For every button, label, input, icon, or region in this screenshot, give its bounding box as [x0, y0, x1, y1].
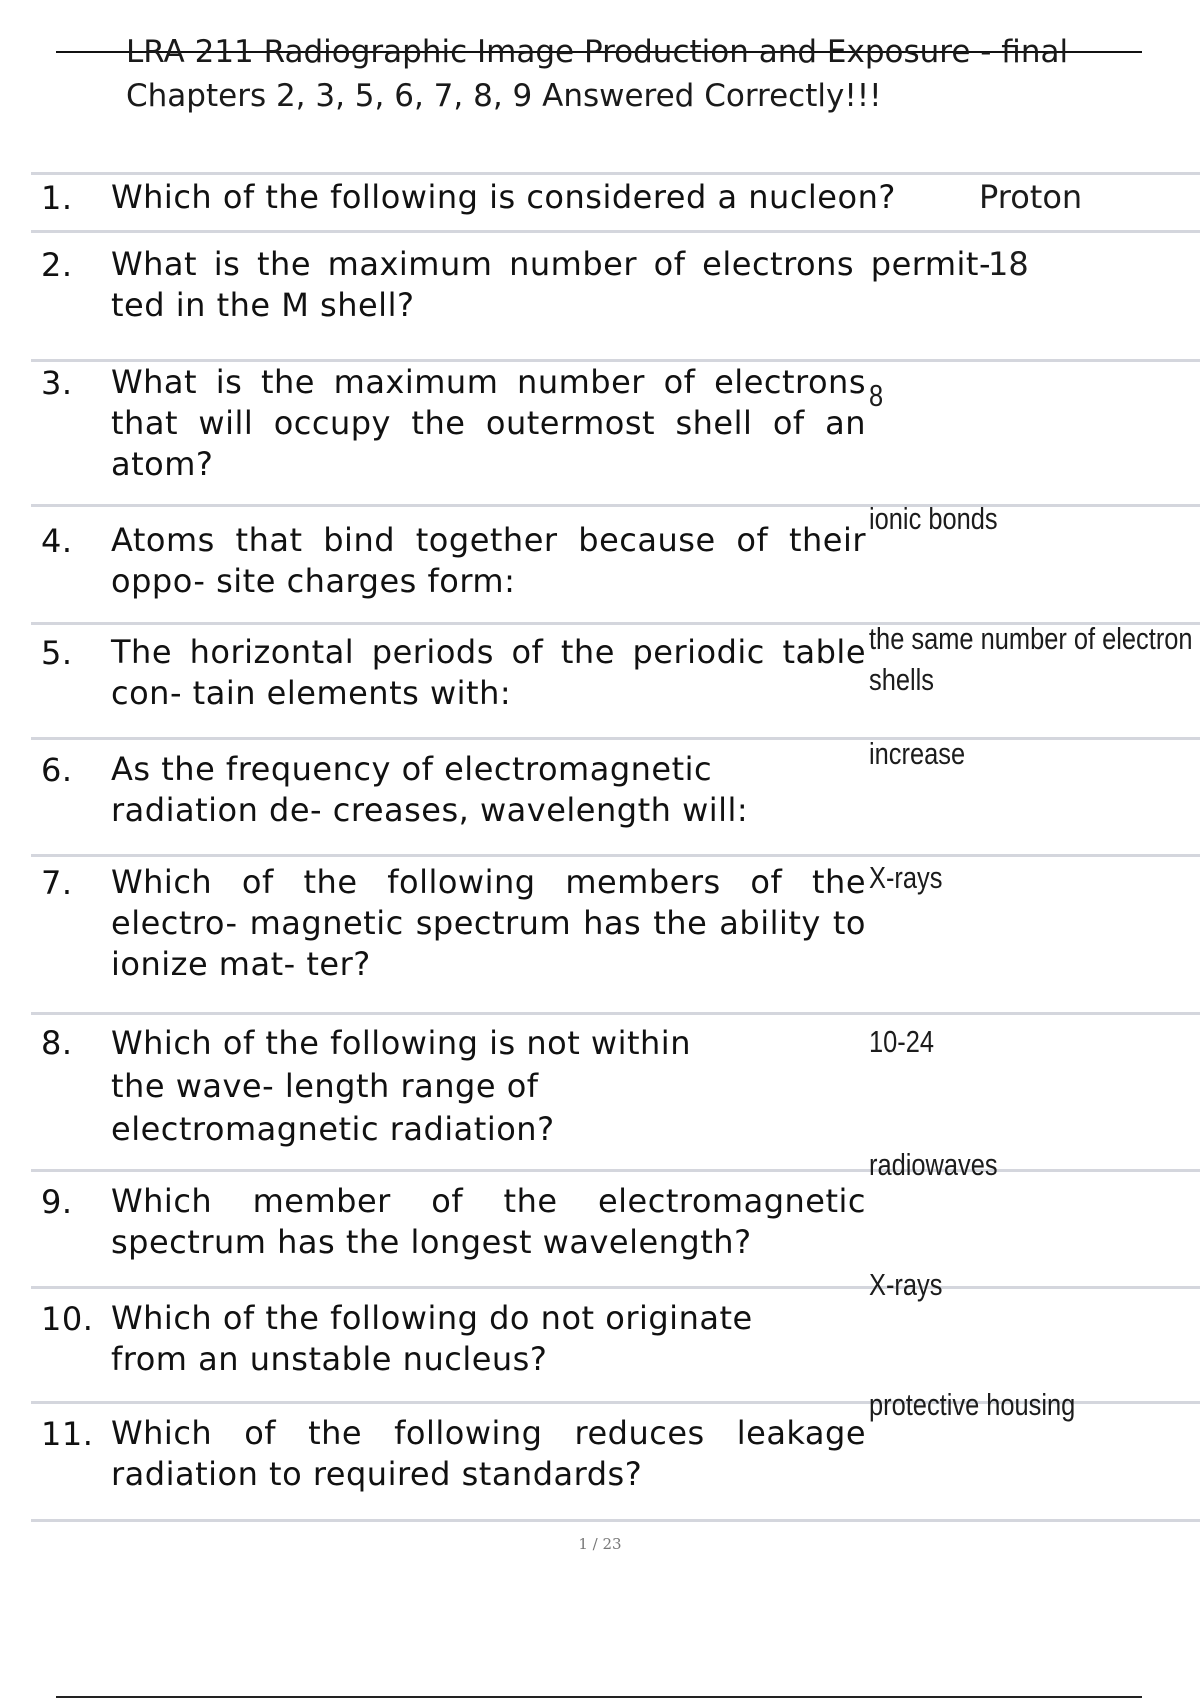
question-text: What is the maximum number of electrons permit- ted in the M shell?	[111, 245, 991, 324]
question-number: 11.	[41, 1415, 94, 1453]
question-text: Which of the following members of the electro- magnetic spectrum has the ability to ionize mat- ter?	[111, 863, 866, 983]
qa-row	[31, 501, 1200, 622]
question-number: 5.	[41, 634, 73, 672]
question-number: 6.	[41, 751, 73, 789]
qa-row	[31, 1387, 1200, 1522]
qa-table	[31, 172, 1200, 1522]
answer-text: ionic bonds	[869, 501, 998, 536]
title-line-1: LRA 211 Radiographic Image Production and Exposure - final	[126, 34, 1069, 70]
question-number: 9.	[41, 1183, 73, 1221]
answer-text: the same number of electron shells	[869, 621, 1193, 697]
page-number: 1 / 23	[578, 1535, 622, 1553]
qa-row	[31, 172, 1200, 230]
question-text: As the frequency of electromagnetic radiation de- creases, wavelength will:	[111, 750, 749, 829]
question-number: 3.	[41, 364, 73, 402]
question-number: 8.	[41, 1024, 73, 1062]
qa-row	[31, 854, 1200, 1012]
question-text: What is the maximum number of electrons that will occupy the outermost shell of an atom?	[111, 363, 866, 483]
question-number: 2.	[41, 246, 73, 284]
answer-text: protective housing	[869, 1387, 1076, 1422]
question-number: 1.	[41, 179, 73, 217]
question-text: Which of the following reduces leakage radiation to required standards?	[111, 1414, 866, 1493]
answer-text: 18	[988, 245, 1029, 283]
qa-row	[31, 230, 1200, 359]
question-text: Which of the following is not within the wave- length range of electromagnetic radiation?	[111, 1024, 691, 1148]
question-text: Which member of the electromagnetic spectrum has the longest wavelength?	[111, 1182, 866, 1261]
question-text: Atoms that bind together because of their oppo- site charges form:	[111, 521, 866, 600]
page-title	[126, 30, 1166, 118]
answer-text: radiowaves	[869, 1147, 998, 1182]
qa-row	[31, 359, 1200, 504]
answer-text: increase	[869, 736, 966, 771]
footer-rule	[56, 1696, 1142, 1698]
qa-row	[31, 622, 1200, 737]
question-text: The horizontal periods of the periodic table con- tain elements with:	[111, 633, 866, 712]
qa-row	[31, 737, 1200, 854]
answer-text: X-rays	[869, 860, 943, 895]
question-text: Which of the following do not originate from an unstable nucleus?	[111, 1299, 753, 1378]
answer-text: Proton	[979, 178, 1083, 216]
question-text: Which of the following is considered a nucleon?	[111, 178, 896, 216]
title-line-2: Chapters 2, 3, 5, 6, 7, 8, 9 Answered Correctly!!!	[126, 78, 882, 114]
answer-text: 8	[869, 378, 884, 413]
answer-text: X-rays	[869, 1267, 943, 1302]
question-number: 7.	[41, 864, 73, 902]
question-number: 4.	[41, 522, 73, 560]
question-number: 10.	[41, 1300, 94, 1338]
answer-text: 10-24	[869, 1024, 935, 1059]
